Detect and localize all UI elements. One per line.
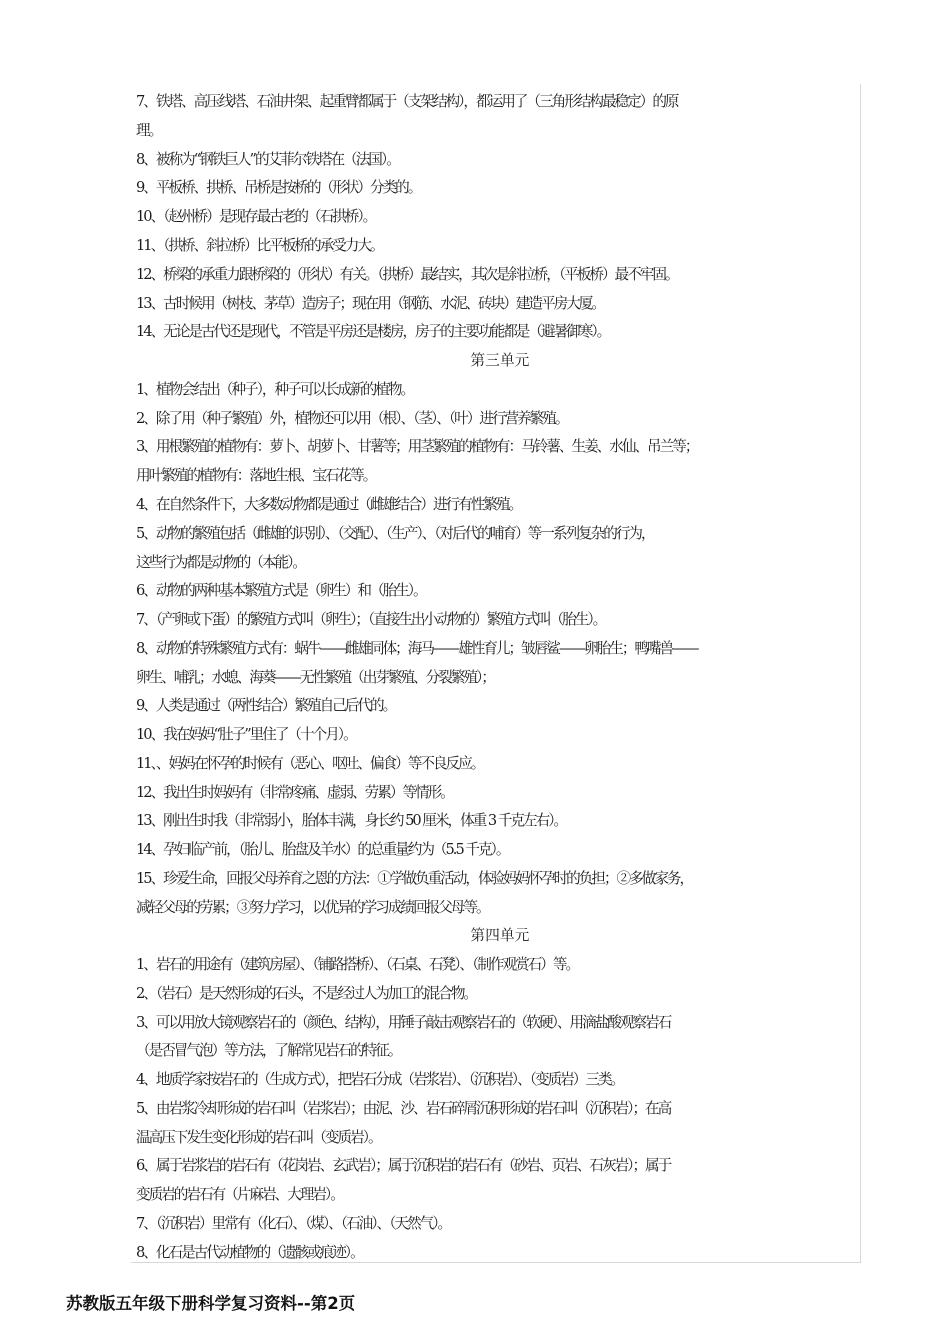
text-line: 2、除了用（种子繁殖）外，植物还可以用（根）、（茎）、（叶）进行营养繁殖。	[136, 410, 568, 427]
text-line: 6、动物的两种基本繁殖方式是（卵生）和（胎生）。	[136, 582, 426, 599]
text-line: 温高压下发生变化形成的岩石叫（变质岩）。	[136, 1129, 381, 1146]
text-line: 5、动物的繁殖包括（雌雄的识别）、（交配）、（生产）、（对后代的哺育）等一系列复杂的行为，	[136, 525, 654, 542]
text-line: 12、我出生时妈妈有（非常疼痛、虚弱、劳累）等情形。	[136, 784, 453, 801]
text-line: 变质岩的岩石有（片麻岩、大理岩）。	[136, 1186, 343, 1203]
text-line: （是否冒气泡）等方法，了解常见岩石的特征。	[136, 1042, 401, 1059]
text-line: 13、古时候用（树枝、茅草）造房子；现在用（钢筋、水泥、砖块）建造平房大厦。	[136, 295, 604, 312]
text-line: 6、属于岩浆岩的岩石有（花岗岩、玄武岩）；属于沉积岩的岩石有（砂岩、页岩、石灰岩）；属于	[136, 1157, 671, 1174]
text-line: 15、珍爱生命，回报父母养育之恩的方法：①学做负重活动，体验妈妈怀孕时的负担；②多做家务，	[136, 870, 693, 887]
text-line: 用叶繁殖的植物有：落地生根、宝石花等。	[136, 467, 376, 484]
text-line: 2、（岩石）是天然形成的石头，不是经过人为加工的混合物。	[136, 985, 477, 1002]
text-line: 减轻父母的劳累；③努力学习，以优异的学习成绩回报父母等。	[136, 899, 489, 916]
text-line: 1、岩石的用途有（建筑房屋）、（铺路搭桥）、（石桌、石凳）、（制作观赏石）等。	[136, 956, 579, 973]
text-line: 卵生、哺乳；水螅、海葵——无性繁殖（出芽繁殖、分裂繁殖）；	[136, 669, 494, 686]
text-line: 7、（沉积岩）里常有（化石）、（煤）、（石油）、（天然气）。	[136, 1215, 451, 1232]
text-line: 1、植物会结出（种子），种子可以长成新的植物。	[136, 381, 414, 398]
text-line: 这些行为都是动物的（本能）。	[136, 554, 306, 571]
text-line: 8、动物的特殊繁殖方式有：蜗牛——雌雄同体；海马——雄性育儿；皱唇鲨——卵胎生；鸭嘴兽——	[136, 640, 698, 657]
text-line: 14、孕妇临产前，（胎儿、胎盘及羊水）的总重量约为（5.5 千克）。	[136, 841, 509, 858]
text-line: 10、（赵州桥）是现存最古老的（石拱桥）。	[136, 208, 376, 225]
text-line: 9、平板桥、拱桥、吊桥是按桥的（形状）分类的。	[136, 179, 421, 196]
text-line: 11、（拱桥、斜拉桥）比平板桥的承受力大。	[136, 237, 383, 254]
text-line: 9、人类是通过（两性结合）繁殖自己后代的。	[136, 697, 396, 714]
text-line: 4、在自然条件下，大多数动物都是通过（雌雄结合）进行有性繁殖。	[136, 496, 522, 513]
text-line: 12、桥梁的承重力跟桥梁的（形状）有关。（拱桥）最结实，其次是斜拉桥，（平板桥）最不牢固。	[136, 266, 678, 283]
section-heading: 第四单元	[470, 927, 530, 944]
text-line: 3、用根繁殖的植物有：萝卜、胡萝卜、甘薯等；用茎繁殖的植物有：马铃薯、生姜、水仙、吊兰等；	[136, 438, 698, 455]
section-heading: 第三单元	[470, 352, 530, 369]
text-line: 8、化石是古代动植物的（遗骸或痕迹）。	[136, 1244, 363, 1261]
text-line: 3、可以用放大镜观察岩石的（颜色、结构），用锤子敲击观察岩石的（软硬）、用滴盐酸观察岩石	[136, 1014, 671, 1031]
text-line: 13、刚出生时我（非常弱小，胎体丰满，身长约 50 厘米，体重 3 千克左右）。	[136, 812, 567, 829]
text-line: 10、我在妈妈“肚子”里住了（十个月）。	[136, 726, 356, 743]
text-line: 8、被称为“钢铁巨人”的艾菲尔铁塔在（法国）。	[136, 151, 399, 168]
text-line: 5、由岩浆冷却形成的岩石叫（岩浆岩）；由泥、沙、岩石碎屑沉积形成的岩石叫（沉积岩）；在高	[136, 1100, 671, 1117]
text-line: 11、、妈妈在怀孕的时候有（恶心、呕吐、偏食）等不良反应。	[136, 755, 484, 772]
text-line: 理。	[136, 122, 162, 139]
text-line: 4、地质学家按岩石的（生成方式），把岩石分成（岩浆岩）、（沉积岩）、（变质岩）三类。	[136, 1071, 624, 1088]
text-line: 7、（产卵或下蛋）的繁殖方式叫（卵生）；（直接生出小动物的）繁殖方式叫（胎生）。	[136, 611, 606, 628]
text-line: 7、铁塔、高压线塔、石油井架、起重臂都属于（支架结构），都运用了（三角形结构最稳定）的原	[136, 93, 678, 110]
text-line: 14、无论是古代还是现代，不管是平房还是楼房，房子的主要功能都是（避暑御寒）。	[136, 323, 610, 340]
page-footer: 苏教版五年级下册科学复习资料--第2页	[66, 1294, 356, 1313]
